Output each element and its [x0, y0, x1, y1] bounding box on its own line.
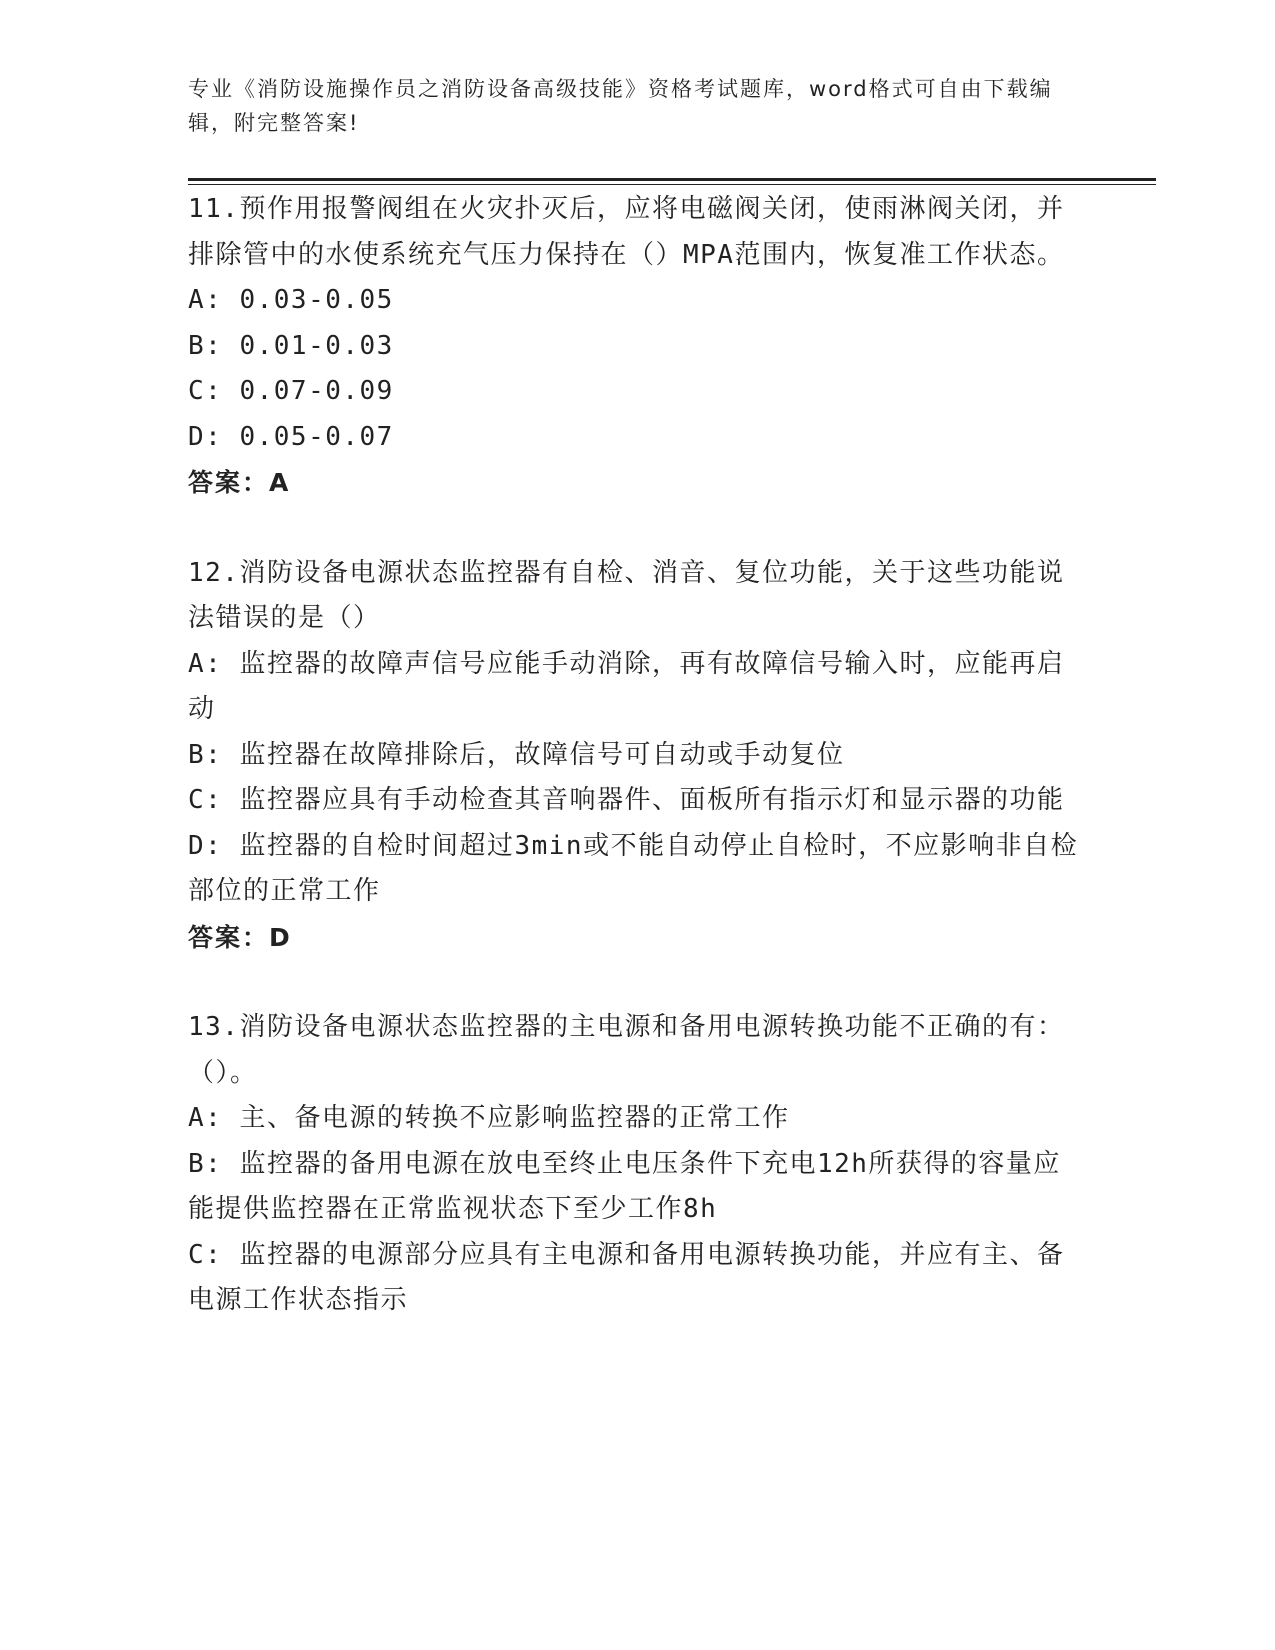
option-a: A: 主、备电源的转换不应影响监控器的正常工作	[188, 1103, 790, 1133]
question-stem: 13.消防设备电源状态监控器的主电源和备用电源转换功能不正确的有：（）。	[188, 1012, 1065, 1088]
option-d: D: 监控器的自检时间超过3min或不能自动停止自检时，不应影响非自检部位的正常工作	[188, 830, 1079, 906]
option-a: A: 监控器的故障声信号应能手动消除，再有故障信号输入时，应能再启动	[188, 648, 1065, 724]
question-12	[188, 551, 1088, 961]
question-list	[188, 187, 1088, 1369]
option-c: C: 监控器的电源部分应具有主电源和备用电源转换功能，并应有主、备电源工作状态指示	[188, 1239, 1065, 1315]
option-c: C: 0.07-0.09	[188, 376, 394, 406]
question-11	[188, 187, 1088, 506]
option-b: B: 监控器在故障排除后，故障信号可自动或手动复位	[188, 739, 845, 770]
option-b: B: 监控器的备用电源在放电至终止电压条件下充电12h所获得的容量应能提供监控器在正常监视状态下至少工作8h	[188, 1148, 1061, 1224]
option-d: D: 0.05-0.07	[188, 421, 394, 452]
question-stem: 12.消防设备电源状态监控器有自检、消音、复位功能，关于这些功能说法错误的是（）	[188, 557, 1065, 633]
option-c: C: 监控器应具有手动检查其音响器件、面板所有指示灯和显示器的功能	[188, 785, 1065, 815]
header-divider-thin	[188, 184, 1156, 185]
question-stem: 11.预作用报警阀组在火灾扑灭后，应将电磁阀关闭，使雨淋阀关闭，并排除管中的水使系统充气压力保持在（）MPA范围内，恢复准工作状态。	[188, 194, 1065, 270]
answer: 答案：D	[188, 922, 292, 952]
question-13	[188, 1005, 1088, 1324]
option-b: B: 0.01-0.03	[188, 330, 394, 361]
document-header: 专业《消防设施操作员之消防设备高级技能》资格考试题库，word格式可自由下载编辑，附完整答案!	[188, 77, 1053, 135]
header-divider-thick	[188, 178, 1156, 181]
option-a: A: 0.03-0.05	[188, 285, 394, 315]
answer: 答案：A	[188, 468, 291, 497]
